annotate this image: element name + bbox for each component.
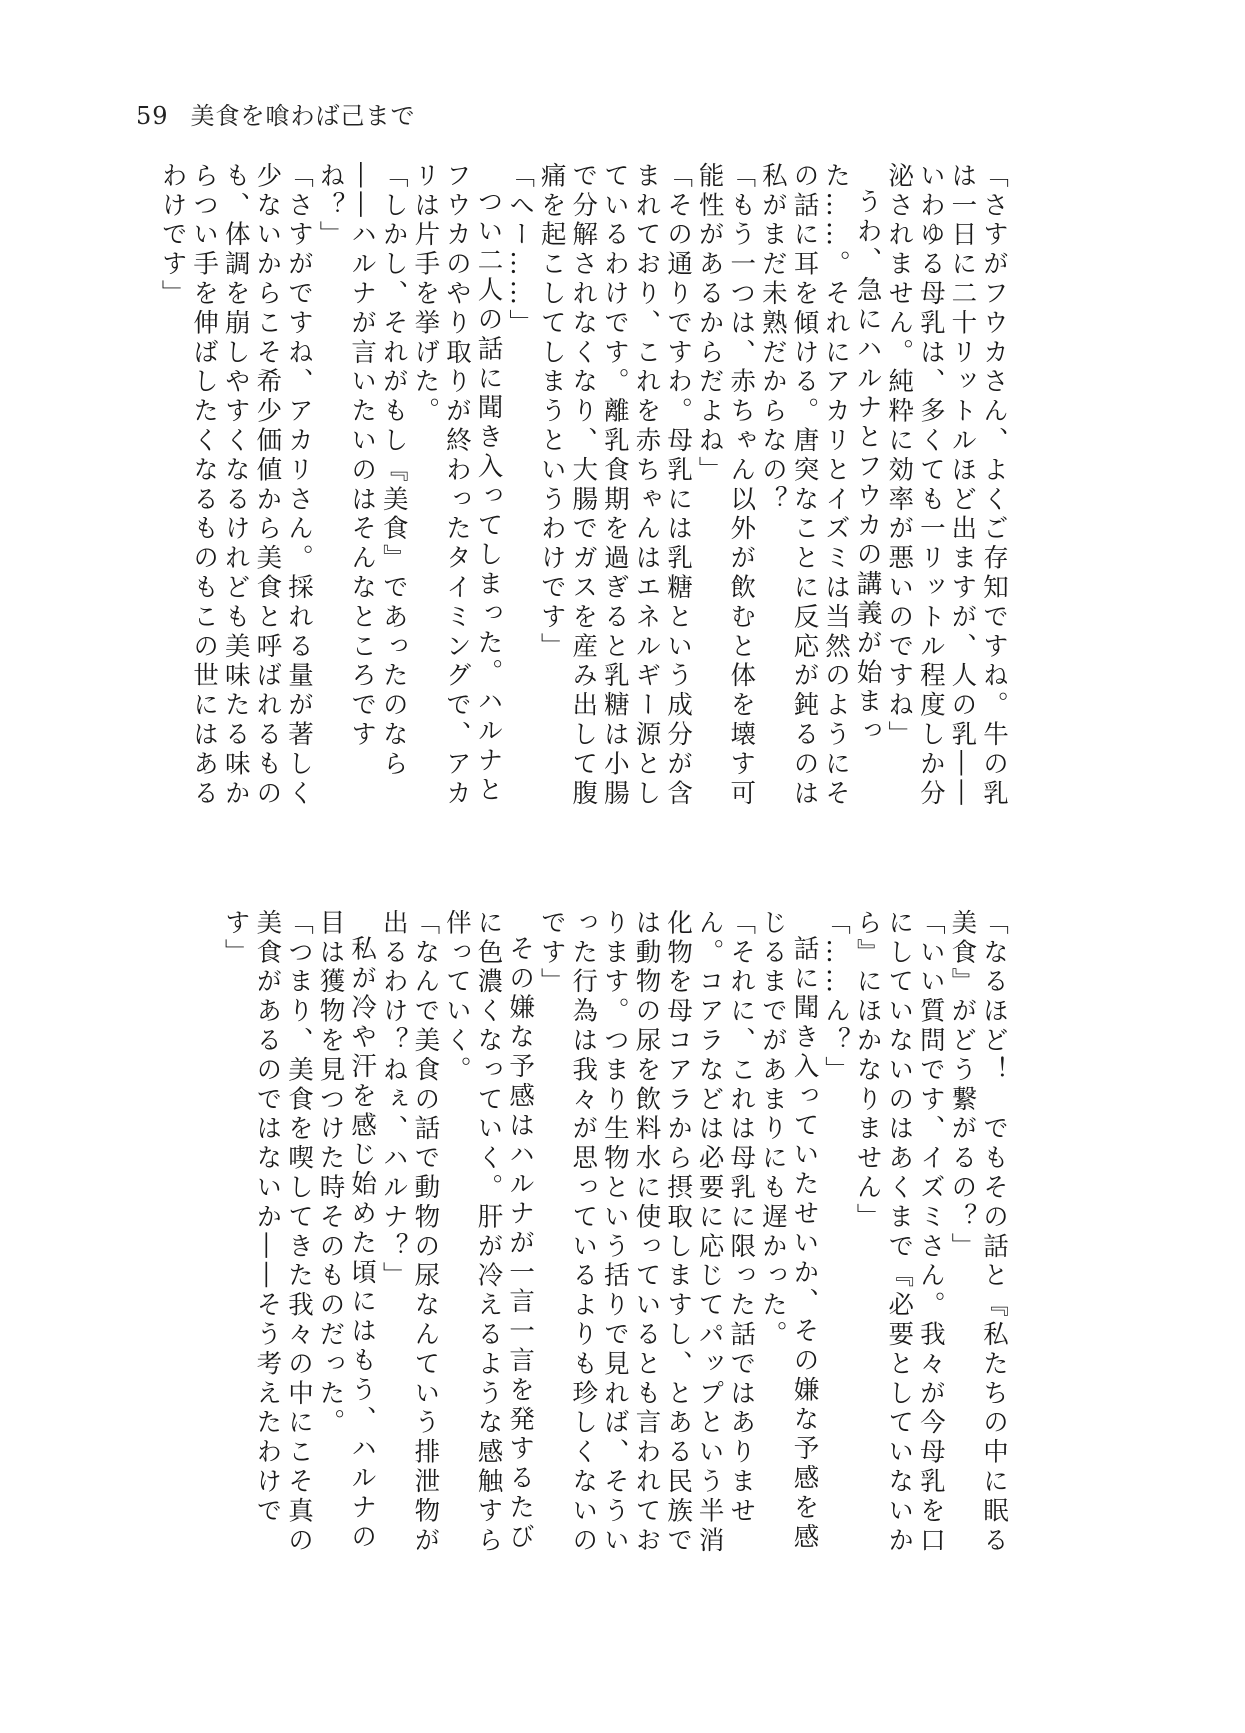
chapter-title: 美食を喰わば己まで <box>190 102 416 130</box>
paragraph: 「いい質問です、イズミさん。我々が今母乳を口にしていないのはあくまで『必要としていないから』にほかなりません」 <box>852 909 946 1556</box>
paragraph: 「その通りですわ。母乳には乳糖という成分が含まれており、これを赤ちゃんはエネルギー源としているわけです。離乳食期を過ぎると乳糖は小腸で分解されなくなり、大腸でガスを産み出して腹痛を起こしてしまうというわけです」 <box>536 162 694 809</box>
paragraph: つい二人の話に聞き入ってしまった。ハルナとフウカのやり取りが終わったタイミングで、アカリは片手を挙げた。 <box>410 162 504 809</box>
paragraph: うわ、急にハルナとフウカの講義が始まった……。それにアカリとイズミは当然のようにその話に耳を傾ける。唐突なことに反応が鈍るのは私がまだ未熟だからなの？ <box>757 162 883 809</box>
paragraph: 「さすがフウカさん、よくご存知ですね。牛の乳は一日に二十リットルほど出ますが、人の乳――いわゆる母乳は、多くても一リットル程度しか分泌されません。純粋に効率が悪いのですね」 <box>884 162 1009 809</box>
paragraph: 「……ん？」 <box>821 909 852 1086</box>
text-block-top <box>156 162 1009 822</box>
paragraph: 「それに、これは母乳に限った話ではありません。コアラなどは必要に応じてパップという半消化物を母コアラから摂取しますし、とある民族では動物の尿を飲料水に使っているとも言われております。つまり生物という括りで見れば、そういった行為は我々が思っているよりも珍しくないのです」 <box>536 909 757 1556</box>
paragraph: 「へー……」 <box>505 162 536 339</box>
paragraph: 「さすがですね、アカリさん。採れる量が著しく少ないからこそ希少価値から美食と呼ばれるものも、体調を崩しやすくなるけれども美味たる味からつい手を伸ばしたくなるものもこの世にはあるわけです」 <box>157 162 314 809</box>
paragraph: 「しかし、それがもし『美食』であったのなら――ハルナが言いたいのはそんなところですね？」 <box>315 162 409 780</box>
page-number: 59 <box>136 102 169 130</box>
paragraph: 話に聞き入っていたせいか、その嫌な予感を感じるまでがあまりにも遅かった。 <box>757 909 820 1552</box>
running-header <box>136 96 416 131</box>
paragraph: 「なるほど！ でもその話と『私たちの中に眠る美食』がどう繋がるの？」 <box>947 909 1009 1556</box>
paragraph: 「つまり、美食を喫してきた我々の中にこそ真の美食があるのではないか――そう考えたわけです」 <box>220 909 314 1556</box>
paragraph: 「なんで美食の話で動物の尿なんていう排泄物が出るわけ？ねぇ、ハルナ？」 <box>378 909 441 1556</box>
paragraph: その嫌な予感はハルナが一言一言を発するたびに色濃くなっていく。肝が冷えるような感触すら伴っていく。 <box>441 909 536 1556</box>
text-block-bottom <box>219 909 1009 1569</box>
paragraph: 私が冷や汗を感じ始めた頃にはもう、ハルナの目は獲物を見つけた時そのものだった。 <box>315 909 378 1552</box>
paragraph: 「もう一つは、赤ちゃん以外が飲むと体を壊す可能性があるからだよね」 <box>694 162 757 809</box>
